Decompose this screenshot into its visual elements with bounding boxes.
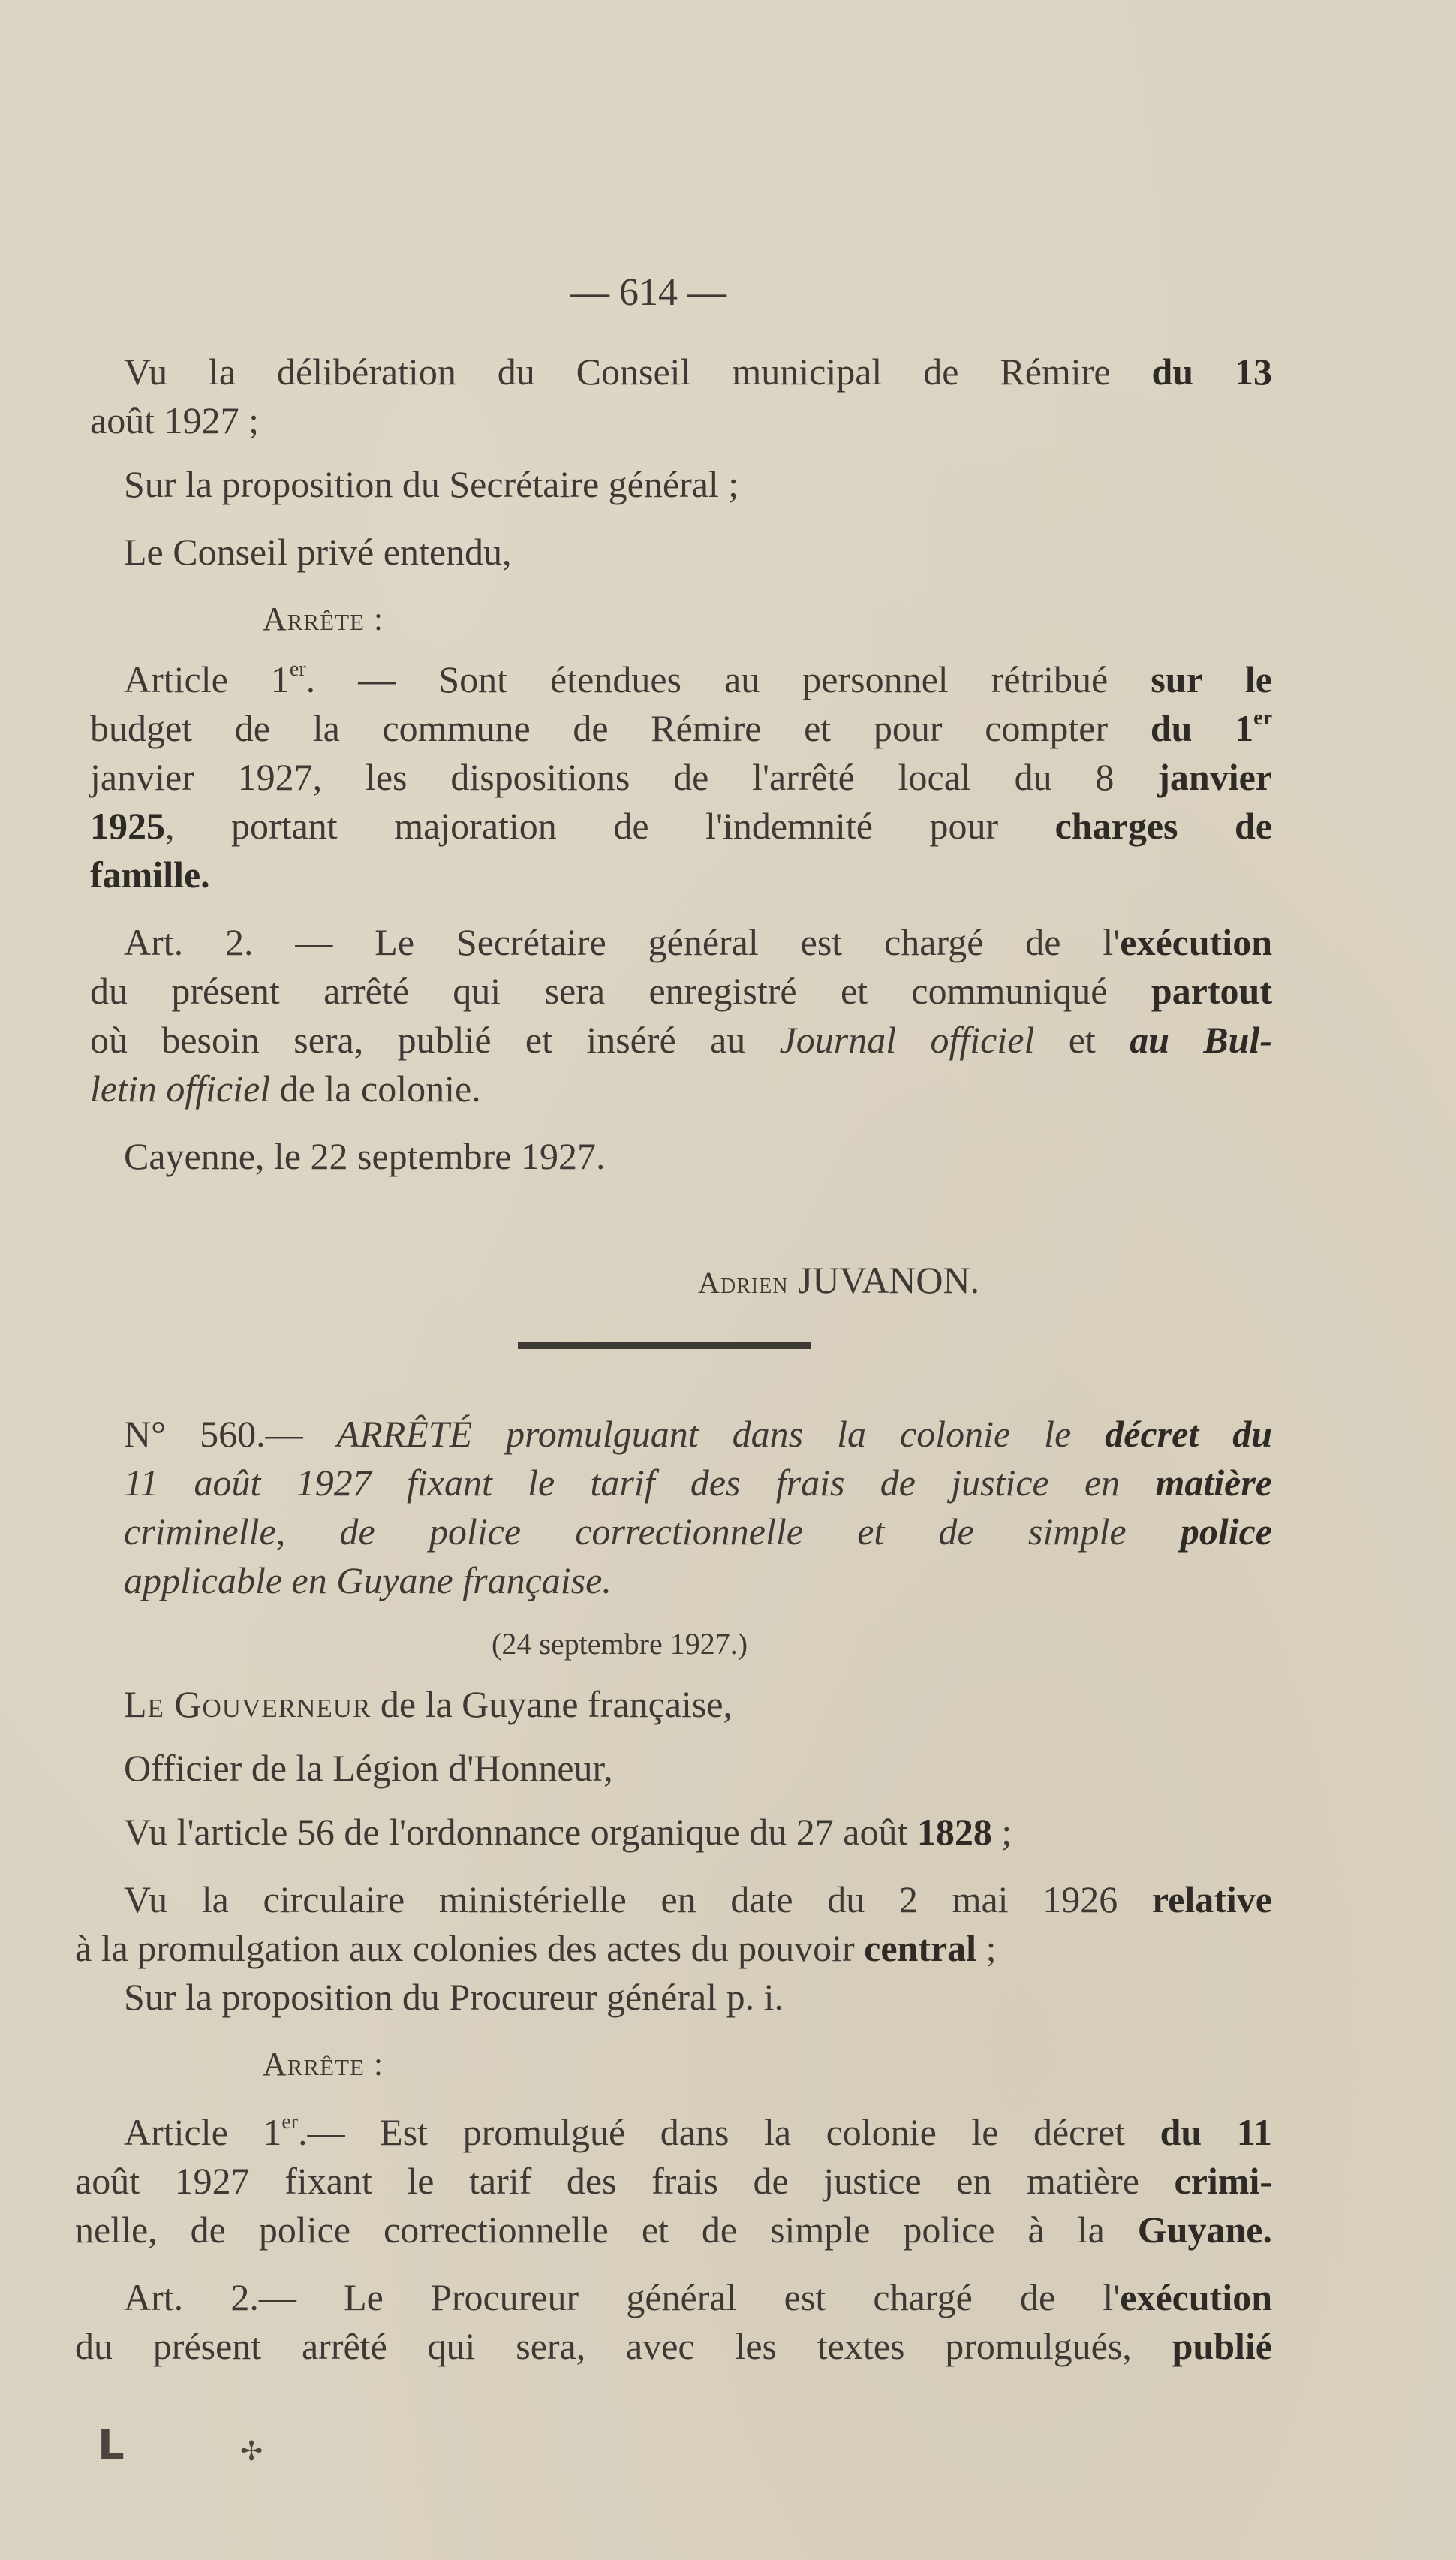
footer-mark-left: L	[98, 2421, 125, 2470]
text: de la Guyane française,	[371, 1683, 733, 1725]
title-560-line-4: applicable en Guyane française.	[124, 1559, 612, 1601]
text: ;	[991, 1811, 1012, 1853]
text: de la colonie.	[270, 1068, 481, 1110]
place-date: Cayenne, le 22 septembre 1927.	[124, 1135, 606, 1177]
text: .— Est promulgué dans la colonie le décret	[298, 2111, 1160, 2153]
article-560-1-line-2	[75, 2158, 1272, 2203]
article-560-2-line-1	[124, 2275, 1272, 2320]
bold-text: 1925	[90, 805, 165, 847]
bold-text: charges de	[1054, 805, 1273, 847]
bold-text: exécution	[1120, 2276, 1272, 2318]
italic-text: Journal officiel	[779, 1019, 1035, 1061]
section-divider	[518, 1342, 811, 1349]
text: Vu la délibération du Conseil municipal de Rémire	[124, 351, 1152, 393]
superscript: er	[289, 658, 306, 682]
text: août 1927 fixant le tarif des frais de justice en matière	[75, 2160, 1175, 2202]
text: Article 1	[124, 658, 290, 700]
conseil-prive: Le Conseil privé entendu,	[124, 531, 512, 573]
bold-text: du 1	[1150, 707, 1254, 749]
bold-text: crimi-	[1174, 2160, 1272, 2202]
article-2-line-1	[124, 920, 1272, 965]
bold-italic-text: matière	[1155, 1462, 1272, 1504]
title-560-line-2	[124, 1460, 1272, 1505]
vu-deliberation-line-1	[124, 349, 1272, 394]
bold-italic-text: police	[1180, 1510, 1272, 1553]
bold-text: central	[864, 1927, 977, 1969]
vu-circulaire-line-1	[124, 1877, 1272, 1922]
signature	[698, 1257, 979, 1306]
italic-text: criminelle, de police correctionnelle et de simple	[124, 1510, 1181, 1553]
bold-text: du 11	[1160, 2111, 1273, 2153]
bold-text: relative	[1151, 1878, 1272, 1920]
signature-last-name: JUVANON.	[797, 1259, 980, 1301]
italic-text: ARRÊTÉ promulguant dans la colonie le	[336, 1413, 1106, 1455]
bold-text: publié	[1172, 2325, 1272, 2367]
arrete-heading-2: Arrête :	[263, 2046, 384, 2083]
text: , portant majoration de l'indemnité pour	[165, 805, 1055, 847]
bold-italic-text: au Bul-	[1130, 1019, 1272, 1061]
sur-proposition-560: Sur la proposition du Procureur général p. i.	[124, 1976, 784, 2018]
bold-text: Guyane.	[1137, 2209, 1272, 2251]
title-560-line-1	[124, 1411, 1272, 1456]
article-2-line-3	[90, 1017, 1272, 1062]
arrete-heading-1: Arrête :	[263, 601, 384, 637]
superscript: er	[1253, 706, 1272, 730]
italic-text: letin officiel	[90, 1068, 271, 1110]
article-1-line-1	[124, 657, 1272, 702]
superscript: er	[281, 2110, 299, 2134]
article-2-line-2	[90, 968, 1272, 1013]
small-caps-text: Le Gouverneur	[124, 1683, 372, 1725]
sur-proposition: Sur la proposition du Secrétaire général ;	[124, 463, 739, 505]
text: nelle, de police correctionnelle et de simple police à la	[75, 2209, 1138, 2251]
bold-text: partout	[1151, 970, 1272, 1012]
title-560-line-3	[124, 1509, 1272, 1554]
vu-circulaire-line-2	[75, 1926, 996, 1971]
text: Vu la circulaire ministérielle en date du 2 mai 1926	[124, 1878, 1152, 1920]
text: à la promulgation aux colonies des actes du pouvoir	[75, 1927, 865, 1969]
text: Article 1	[124, 2111, 282, 2153]
footer-mark-right: ✢	[240, 2436, 263, 2467]
article-1-line-2	[90, 706, 1272, 751]
text: ;	[976, 1927, 997, 1969]
bold-text: janvier	[1157, 756, 1272, 798]
article-560-2-line-2	[75, 2324, 1272, 2369]
arrete-number: N° 560.—	[124, 1413, 337, 1455]
bold-text: 1828	[916, 1811, 992, 1853]
bold-text: sur le	[1151, 658, 1273, 700]
text: du présent arrêté qui sera enregistré et communiqué	[90, 970, 1151, 1012]
signature-first-name: Adrien	[698, 1266, 789, 1300]
text: . — Sont étendues au personnel rétribué	[305, 658, 1151, 700]
bold-text: du 13	[1151, 351, 1272, 393]
text: Vu l'article 56 de l'ordonnance organique du 27 août	[124, 1811, 917, 1853]
text: du présent arrêté qui sera, avec les textes promulgués,	[75, 2325, 1172, 2367]
article-1-line-4	[90, 803, 1272, 848]
officier: Officier de la Légion d'Honneur,	[124, 1747, 613, 1789]
text: Art. 2. — Le Secrétaire général est chargé de l'	[124, 921, 1121, 963]
text: Art. 2.— Le Procureur général est chargé de l'	[124, 2276, 1121, 2318]
text: janvier 1927, les dispositions de l'arrêté local du 8	[90, 756, 1158, 798]
text: budget de la commune de Rémire et pour compter	[90, 707, 1151, 749]
page-number: — 614 —	[570, 271, 726, 314]
article-2-line-4	[90, 1066, 481, 1111]
article-1-line-5: famille.	[90, 854, 210, 896]
date-560: (24 septembre 1927.)	[492, 1627, 748, 1661]
text: et	[1034, 1019, 1130, 1061]
vu-deliberation-line-2: août 1927 ;	[90, 399, 259, 441]
italic-text: 11 août 1927 fixant le tarif des frais de justice en	[124, 1462, 1156, 1504]
bold-italic-text: décret du	[1105, 1413, 1273, 1455]
bold-text: exécution	[1120, 921, 1272, 963]
gouverneur	[124, 1682, 733, 1727]
article-560-1-line-1	[124, 2110, 1272, 2155]
text: où besoin sera, publié et inséré au	[90, 1019, 780, 1061]
article-1-line-3	[90, 754, 1272, 800]
vu-article	[124, 1809, 1012, 1854]
article-560-1-line-3	[75, 2207, 1272, 2252]
